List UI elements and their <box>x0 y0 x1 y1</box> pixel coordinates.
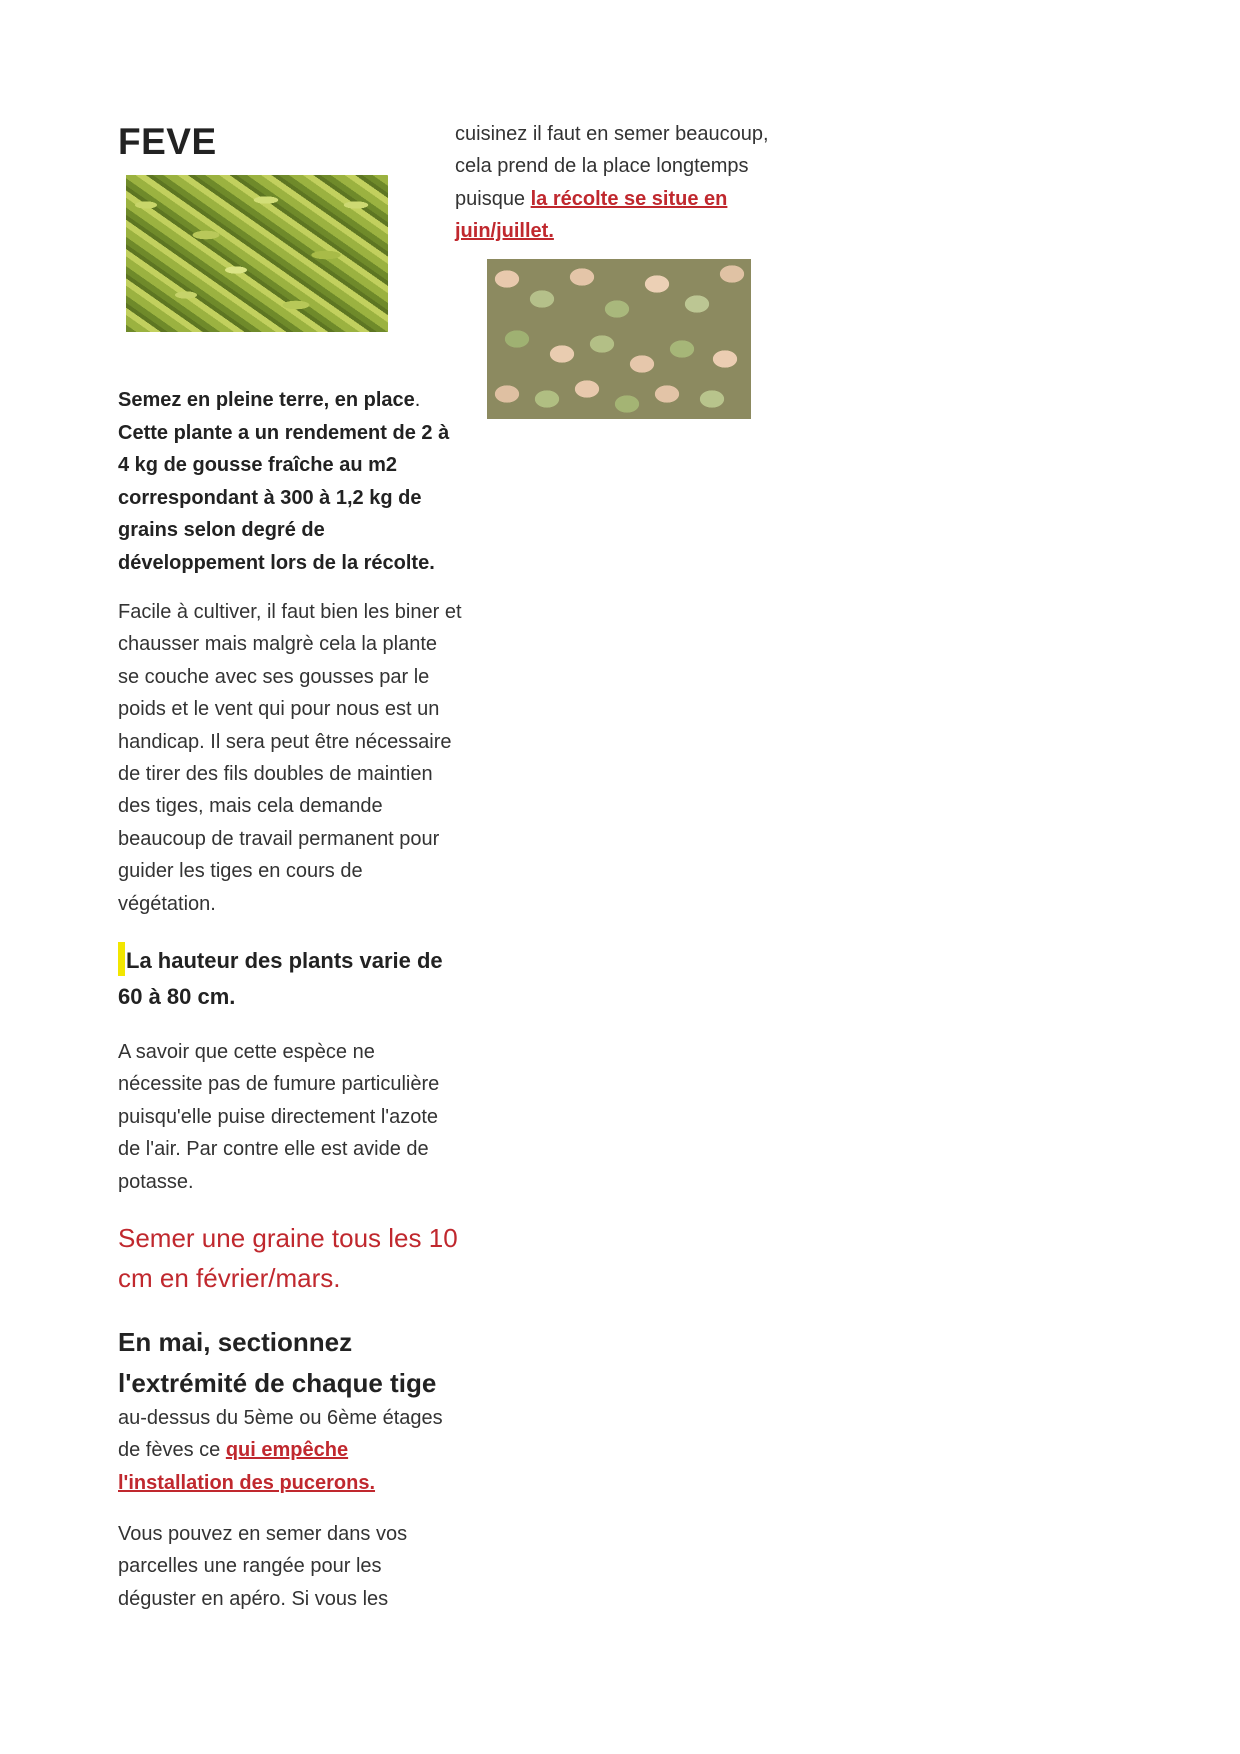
sowing-instruction: Semer une graine tous les 10 cm en février/mars. <box>118 1223 458 1293</box>
culture-paragraph: Facile à cultiver, il faut bien les biner et chausser mais malgrè cela la plante se couche avec ses gousses par le poids et le vent qui pour nous est un handicap. Il sera peut être nécessaire de tirer des fils doubles de maintien des tiges, mais cela demande beaucoup de travail permanent pour guider les tiges en cours de végétation. <box>118 601 462 915</box>
apero-paragraph: Vous pouvez en semer dans vos parcelles une rangée pour les déguster en apéro. Si vous les <box>118 1523 408 1610</box>
highlight-mark <box>118 942 125 976</box>
intro-part2: Cette plante a un rendement de 2 à 4 kg de gousse fraîche au m2 correspondant à 300 à 1,2 kg de grains selon degré de développement lors de la récolte. <box>118 421 450 574</box>
may-heading: En mai, sectionnez l'extrémité de chaque tige <box>118 1327 437 1398</box>
right-column-paragraph <box>455 118 800 248</box>
right-column-text: cuisinez il faut en semer beaucoup, cela prend de la place longtemps puisque <box>455 123 769 210</box>
fava-pods-photo <box>126 175 388 332</box>
height-heading <box>118 942 463 1015</box>
height-heading-text: La hauteur des plants varie de 60 à 80 cm. <box>118 948 443 1009</box>
intro-paragraph <box>118 384 458 579</box>
intro-part1: Semez en pleine terre, en place <box>118 389 415 411</box>
fava-beans-photo <box>487 259 751 419</box>
aphid-link[interactable]: qui empêche l'installation des pucerons. <box>118 1439 376 1494</box>
page-title: FEVE <box>118 121 217 162</box>
intro-dot: . <box>414 389 421 411</box>
may-body <box>118 1402 463 1499</box>
harvest-link[interactable]: la récolte se situe en juin/juillet. <box>455 187 728 243</box>
may-body-text: au-dessus du 5ème ou 6ème étages de fèves ce <box>118 1407 443 1462</box>
fumure-paragraph: A savoir que cette espèce ne nécessite pas de fumure particulière puisqu'elle puise directement l'azote de l'air. Par contre elle est avide de potasse. <box>118 1041 440 1193</box>
